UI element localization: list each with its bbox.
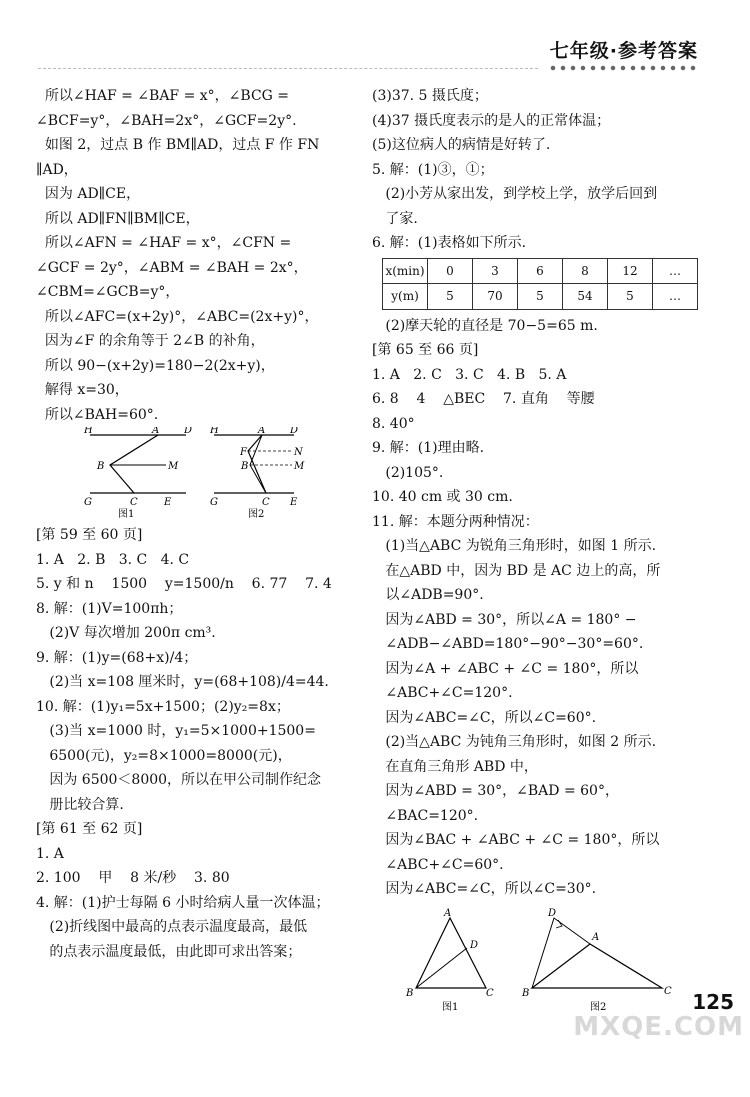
text-line: 所以 AD∥FN∥BM∥CE， <box>36 210 200 227</box>
text-line: (4)37 摄氏度表示的是人的正常体温； <box>372 112 611 129</box>
watermark: MXQE.COM <box>573 1012 744 1042</box>
section-heading: [第 65 至 66 页] <box>372 342 479 358</box>
text-line: ∠ABC+∠C=120°. <box>372 685 513 701</box>
text-line: 解得 x=30， <box>36 382 129 398</box>
fig2-label-a: A <box>258 427 266 436</box>
text-line: 2. 100 甲 8 米/秒 3. 80 <box>36 870 230 886</box>
text-line: 所以∠BAH=60°. <box>36 406 159 423</box>
fig1-label-b: B <box>97 461 105 472</box>
text-line: ∥AD， <box>36 161 78 178</box>
left-figures-svg <box>36 427 336 519</box>
text-line: 1. A 2. C 3. C 4. B 5. A <box>372 366 567 383</box>
fig1-label-g: G <box>84 497 92 508</box>
tri1-label-b: B <box>406 987 414 999</box>
text-line: 因为∠ABC=∠C，所以∠C=60°. <box>372 709 597 726</box>
data-table <box>382 258 698 310</box>
text-line: 9. 解：(1)y=(68+x)/4； <box>36 649 198 666</box>
text-line: 了家. <box>372 210 418 227</box>
figure-2 <box>209 427 305 519</box>
figure-1 <box>83 427 192 519</box>
table-row <box>383 258 698 284</box>
triangle-figure-1 <box>405 908 494 1013</box>
text-line: (2)折线图中最高的点表示温度最高，最低 <box>36 919 308 935</box>
tri1-label-a: A <box>444 907 452 919</box>
table-cell: 0 <box>428 258 473 284</box>
table-cell: 8 <box>563 258 608 284</box>
text-line: (3)当 x=1000 时，y₁=5×1000+1500= <box>36 723 316 739</box>
text-line: (2)105°. <box>372 464 444 481</box>
text-line: 6. 解：(1)表格如下所示. <box>372 235 527 251</box>
left-column <box>36 84 352 964</box>
page-header-title: 七年级·参考答案 <box>549 40 698 62</box>
fig1-label-c: C <box>130 497 138 508</box>
text-line: 因为 6500＜8000，所以在甲公司制作纪念 <box>36 772 322 788</box>
table-cell: 12 <box>608 258 653 284</box>
table-cell: x(min) <box>383 258 428 284</box>
table-cell: 5 <box>518 284 563 310</box>
table-row <box>383 284 698 310</box>
fig1-caption: 图1 <box>118 509 135 519</box>
tri1-label-d: D <box>470 939 479 951</box>
fig2-label-b: B <box>241 461 249 472</box>
tri2-label-b: B <box>522 987 530 999</box>
text-line: ∠ADB−∠ABD=180°−90°−30°=60°. <box>372 636 644 652</box>
text-line: ∠GCF = 2y°，∠ABM = ∠BAH = 2x°， <box>36 259 308 276</box>
text-line: 6500(元)，y₂=8×1000=8000(元)， <box>36 747 292 764</box>
text-line: ∠BAC=120°. <box>372 807 479 824</box>
text-line: 册比较合算. <box>36 796 124 813</box>
text-line: 因为∠ABC=∠C，所以∠C=30°. <box>372 881 597 897</box>
text-line: 在直角三角形 ABD 中， <box>372 758 538 775</box>
text-line: 因为∠BAC + ∠ABC + ∠C = 180°，所以 <box>372 832 660 848</box>
header-dots <box>548 64 698 72</box>
text-line: 因为∠F 的余角等于 2∠B 的补角， <box>36 333 265 349</box>
text-line: 因为∠A + ∠ABC + ∠C = 180°，所以 <box>372 660 639 677</box>
fig2-label-h: H <box>210 427 219 436</box>
table-cell: y(m) <box>383 284 428 310</box>
fig2-label-n: N <box>294 447 303 458</box>
text-line: 因为∠ABD = 30°，所以∠A = 180° − <box>372 611 637 628</box>
tri2-label-d: D <box>548 907 557 919</box>
text-line: 5. y 和 n 1500 y=1500/n 6. 77 7. 4 <box>36 576 332 592</box>
text-line: (2)当 x=108 厘米时，y=(68+108)/4=44. <box>36 674 329 690</box>
tri2-label-a: A <box>592 931 600 943</box>
text-line: 所以 90−(x+2y)=180−2(2x+y)， <box>36 357 275 374</box>
text-line: 5. 解：(1)③，①； <box>372 161 494 178</box>
fig2-label-f: F <box>240 447 247 458</box>
text-line: (3)37. 5 摄氏度； <box>372 88 488 104</box>
section-heading: [第 59 至 60 页] <box>36 527 143 543</box>
text-line: 6. 8 4 △BEC 7. 直角 等腰 <box>372 391 595 407</box>
text-line: ∠ABC+∠C=60°. <box>372 856 504 873</box>
text-line: 4. 解：(1)护士每隔 6 小时给病人量一次体温； <box>36 894 330 911</box>
text-line: (2)摩天轮的直径是 70−5=65 m. <box>372 317 598 334</box>
text-line: 10. 40 cm 或 30 cm. <box>372 489 513 505</box>
fig1-label-d: D <box>184 427 193 436</box>
right-figures-svg <box>372 906 702 1016</box>
section-heading: [第 61 至 62 页] <box>36 821 143 837</box>
text-line: 10. 解：(1)y₁=5x+1500；(2)y₂=8x； <box>36 698 290 715</box>
triangle-figure-2 <box>521 908 672 1013</box>
fig1-label-e: E <box>164 497 172 508</box>
triangle-figures <box>372 906 702 1016</box>
table-cell: 70 <box>473 284 518 310</box>
fig2-label-g: G <box>210 497 218 508</box>
page-number: 125 <box>692 990 734 1014</box>
text-line: (2)小芳从家出发，到学校上学，放学后回到 <box>372 186 658 202</box>
table-cell: 5 <box>428 284 473 310</box>
parallel-figures <box>36 427 352 519</box>
fig1-label-m: M <box>168 461 179 472</box>
table-cell: 54 <box>563 284 608 310</box>
table-cell: … <box>653 284 698 310</box>
text-line: 1. A <box>36 845 64 862</box>
text-line: 因为 AD∥CE， <box>36 186 141 202</box>
fig1-label-h: H <box>84 427 93 436</box>
tri2-caption: 图2 <box>590 1001 607 1013</box>
text-line: (2)当△ABC 为钝角三角形时，如图 2 所示. <box>372 734 657 750</box>
text-line: (2)V 每次增加 200π cm³. <box>36 625 216 641</box>
text-line: 所以∠AFC=(x+2y)°，∠ABC=(2x+y)°， <box>36 308 319 325</box>
text-line: 如图 2，过点 B 作 BM∥AD，过点 F 作 FN <box>36 137 320 153</box>
table-cell: 6 <box>518 258 563 284</box>
header-divider <box>38 68 538 69</box>
fig2-label-e: E <box>290 497 298 508</box>
fig2-label-m: M <box>294 461 305 472</box>
text-line: (1)当△ABC 为锐角三角形时，如图 1 所示. <box>372 538 657 554</box>
fig1-label-a: A <box>152 427 160 436</box>
tri2-label-c: C <box>664 985 672 997</box>
text-line: 以∠ADB=90°. <box>372 587 484 603</box>
fig2-label-c: C <box>262 497 270 508</box>
text-line: (5)这位病人的病情是好转了. <box>372 137 551 153</box>
table-cell: 3 <box>473 258 518 284</box>
text-line: 在△ABD 中，因为 BD 是 AC 边上的高，所 <box>372 562 661 579</box>
text-line: 因为∠ABD = 30°，∠BAD = 60°， <box>372 783 619 799</box>
fig2-caption: 图2 <box>248 509 265 519</box>
text-line: 8. 40° <box>372 415 415 432</box>
text-line: 1. A 2. B 3. C 4. C <box>36 551 190 568</box>
text-line: 所以∠HAF = ∠BAF = x°，∠BCG = <box>36 88 290 104</box>
text-line: ∠BCF=y°，∠BAH=2x°，∠GCF=2y°. <box>36 112 297 129</box>
fig2-label-d: D <box>290 427 299 436</box>
right-column <box>372 84 702 1016</box>
table-cell: 5 <box>608 284 653 310</box>
tri1-caption: 图1 <box>442 1001 459 1013</box>
text-line: 9. 解：(1)理由略. <box>372 440 485 456</box>
table-cell: … <box>653 258 698 284</box>
text-line: 所以∠AFN = ∠HAF = x°，∠CFN = <box>36 235 292 251</box>
text-line: 的点表示温度最低，由此即可求出答案； <box>36 943 302 960</box>
text-line: ∠CBM=∠GCB=y°， <box>36 284 180 300</box>
text-line: 8. 解：(1)V=100πh； <box>36 600 183 617</box>
tri1-label-c: C <box>486 987 494 999</box>
text-line: 11. 解：本题分两种情况： <box>372 513 539 530</box>
